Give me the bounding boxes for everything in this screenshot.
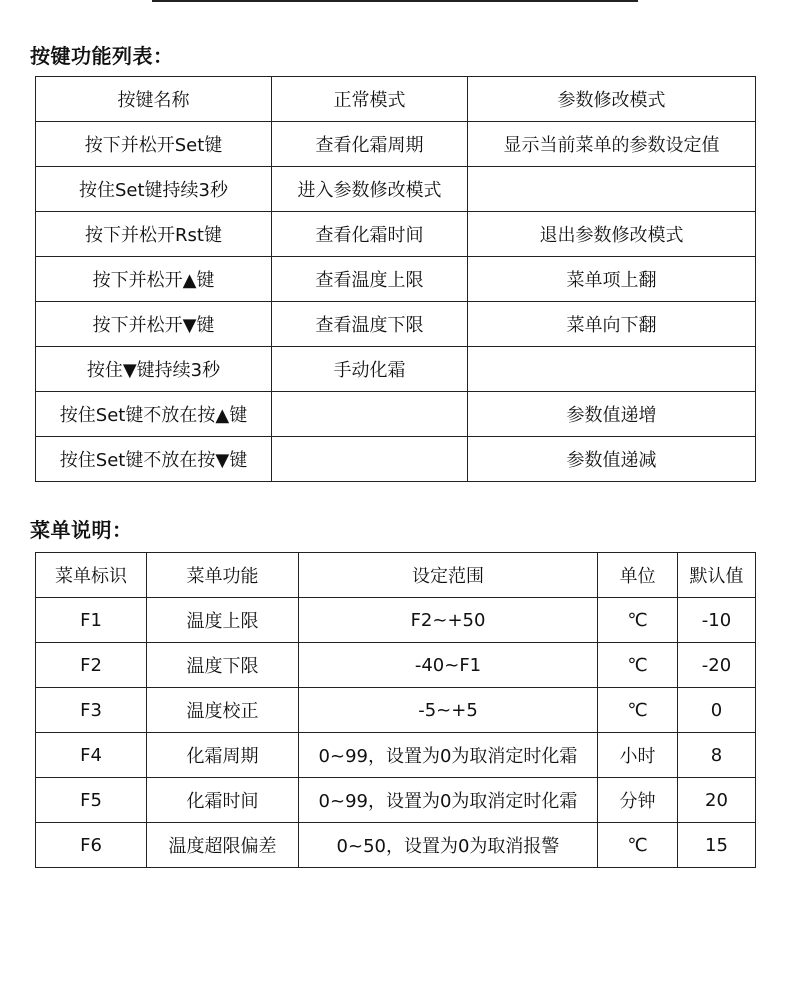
header-cell: 设定范围 [299,553,598,598]
default-value-cell: 0 [678,688,756,733]
menu-function-cell: 温度超限偏差 [147,823,299,868]
key-name-cell: 按下并松开▼键 [36,302,272,347]
edit-mode-cell [468,347,756,392]
key-name-cell: 按住Set键不放在按▼键 [36,437,272,482]
menu-id-cell: F6 [36,823,147,868]
edit-mode-cell: 菜单向下翻 [468,302,756,347]
normal-mode-cell: 查看温度下限 [272,302,468,347]
key-name-cell: 按下并松开Set键 [36,122,272,167]
table-header-row [36,553,756,598]
edit-mode-cell: 参数值递增 [468,392,756,437]
setting-range-cell: 0~50，设置为0为取消报警 [299,823,598,868]
unit-cell: 小时 [598,733,678,778]
unit-cell: ℃ [598,688,678,733]
normal-mode-cell [272,392,468,437]
key-name-cell: 按住Set键持续3秒 [36,167,272,212]
normal-mode-cell: 查看温度上限 [272,257,468,302]
edit-mode-cell: 菜单项上翻 [468,257,756,302]
table-row [36,437,756,482]
header-cell: 单位 [598,553,678,598]
key-function-table [35,76,756,482]
table-row [36,212,756,257]
menu-id-cell: F1 [36,598,147,643]
header-cell: 菜单功能 [147,553,299,598]
unit-cell: ℃ [598,823,678,868]
normal-mode-cell: 查看化霜时间 [272,212,468,257]
header-cell: 参数修改模式 [468,77,756,122]
table-row [36,598,756,643]
menu-section-title: 菜单说明： [30,518,133,542]
setting-range-cell: -5~+5 [299,688,598,733]
menu-description-table [35,552,756,868]
header-cell: 按键名称 [36,77,272,122]
top-divider [152,0,638,2]
table-row [36,823,756,868]
table-row [36,392,756,437]
default-value-cell: -20 [678,643,756,688]
menu-id-cell: F2 [36,643,147,688]
key-name-cell: 按下并松开▲键 [36,257,272,302]
table-row [36,778,756,823]
table-row [36,643,756,688]
table-row [36,257,756,302]
key-name-cell: 按住▼键持续3秒 [36,347,272,392]
edit-mode-cell: 显示当前菜单的参数设定值 [468,122,756,167]
normal-mode-cell: 查看化霜周期 [272,122,468,167]
table-row [36,733,756,778]
header-cell: 菜单标识 [36,553,147,598]
table-row [36,688,756,733]
edit-mode-cell: 退出参数修改模式 [468,212,756,257]
key-section-title: 按键功能列表： [30,44,174,68]
menu-function-cell: 温度上限 [147,598,299,643]
menu-id-cell: F4 [36,733,147,778]
menu-id-cell: F3 [36,688,147,733]
default-value-cell: 8 [678,733,756,778]
menu-id-cell: F5 [36,778,147,823]
menu-function-cell: 化霜时间 [147,778,299,823]
table-row [36,167,756,212]
edit-mode-cell [468,167,756,212]
unit-cell: ℃ [598,643,678,688]
default-value-cell: 15 [678,823,756,868]
menu-function-cell: 化霜周期 [147,733,299,778]
unit-cell: 分钟 [598,778,678,823]
header-cell: 正常模式 [272,77,468,122]
setting-range-cell: 0~99，设置为0为取消定时化霜 [299,733,598,778]
table-row [36,122,756,167]
setting-range-cell: 0~99，设置为0为取消定时化霜 [299,778,598,823]
table-header-row [36,77,756,122]
menu-function-cell: 温度下限 [147,643,299,688]
header-cell: 默认值 [678,553,756,598]
table-row [36,347,756,392]
setting-range-cell: -40~F1 [299,643,598,688]
default-value-cell: -10 [678,598,756,643]
key-name-cell: 按住Set键不放在按▲键 [36,392,272,437]
unit-cell: ℃ [598,598,678,643]
setting-range-cell: F2~+50 [299,598,598,643]
menu-function-cell: 温度校正 [147,688,299,733]
key-name-cell: 按下并松开Rst键 [36,212,272,257]
table-row [36,302,756,347]
normal-mode-cell: 进入参数修改模式 [272,167,468,212]
normal-mode-cell: 手动化霜 [272,347,468,392]
default-value-cell: 20 [678,778,756,823]
edit-mode-cell: 参数值递减 [468,437,756,482]
normal-mode-cell [272,437,468,482]
